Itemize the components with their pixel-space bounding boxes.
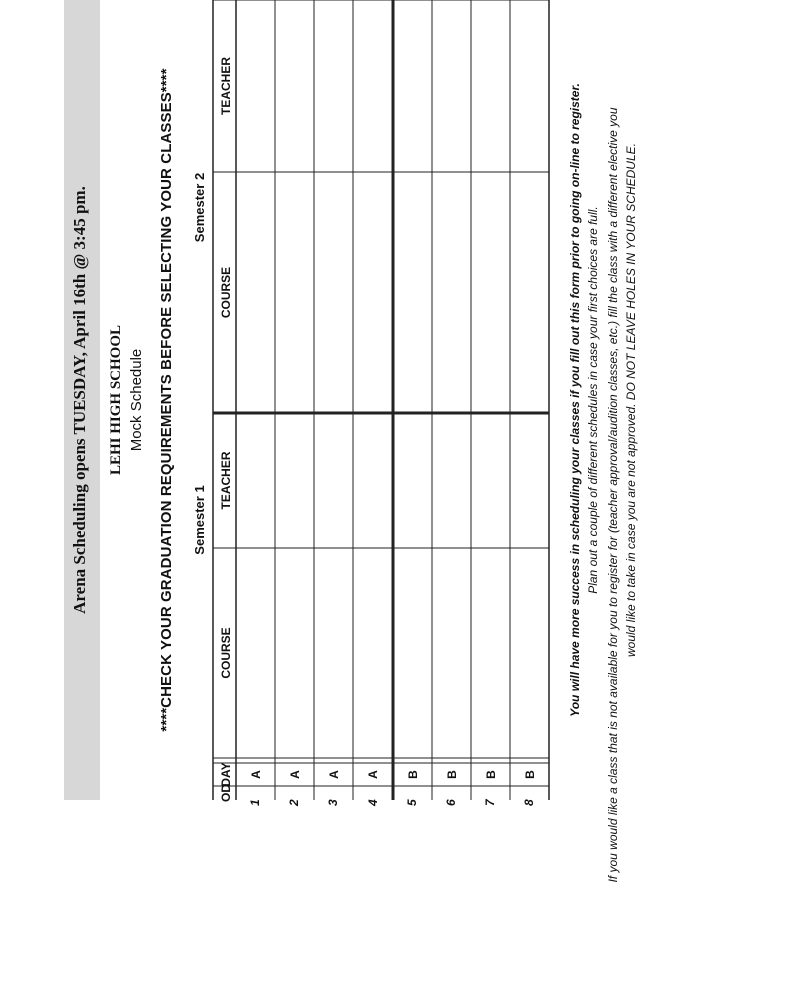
school-name: LEHI HIGH SCHOOL (108, 324, 124, 476)
semester-1-teacher-header: TEACHER (219, 451, 233, 510)
period-number: 6 (444, 799, 458, 806)
period-number: 4 (366, 799, 380, 806)
period-number: 3 (326, 799, 340, 806)
period-number: 8 (522, 799, 536, 806)
period-number: 1 (248, 799, 262, 806)
note-alternative: would like to take in case you are not approved. DO NOT LEAVE HOLES IN YOUR SCHEDULE. (624, 143, 638, 658)
day-cell: B (522, 770, 537, 779)
period-header: OD (219, 784, 233, 802)
period-number: 2 (287, 799, 301, 806)
graduation-warning: ****CHECK YOUR GRADUATION REQUIREMENTS BEFORE SELECTING YOUR CLASSES**** (158, 68, 175, 732)
day-cell: B (405, 770, 420, 779)
semester-1-label: Semester 1 (192, 485, 207, 555)
form-title: Mock Schedule (128, 348, 145, 452)
semester-1-course-header: COURSE (219, 627, 233, 679)
day-cell: A (366, 770, 380, 779)
semester-2-label: Semester 2 (192, 172, 207, 243)
note-register-success: You will have more success in scheduling your classes if you fill out this form prior to going on-line to register. (568, 83, 582, 717)
note-plan-schedules: Plan out a couple of different schedules in case your first choices are full. (586, 206, 600, 594)
note-unavailable-class: If you would like a class that is not available for you to register for (teacher approval/audition classes, etc.) fill the class with a different elective you (606, 107, 620, 883)
announcement-text: Arena Scheduling opens TUESDAY, April 16th @ 3:45 pm. (70, 186, 89, 614)
day-cell: B (444, 770, 459, 779)
semester-2-course-header: COURSE (219, 266, 233, 319)
day-cell: A (248, 770, 263, 779)
period-number: 7 (483, 799, 497, 806)
day-header: DAY (219, 762, 233, 787)
day-cell: A (287, 770, 302, 779)
day-cell: B (483, 770, 498, 779)
period-number: 5 (405, 799, 419, 806)
day-cell: A (326, 770, 341, 779)
semester-2-teacher-header: TEACHER (219, 57, 233, 116)
